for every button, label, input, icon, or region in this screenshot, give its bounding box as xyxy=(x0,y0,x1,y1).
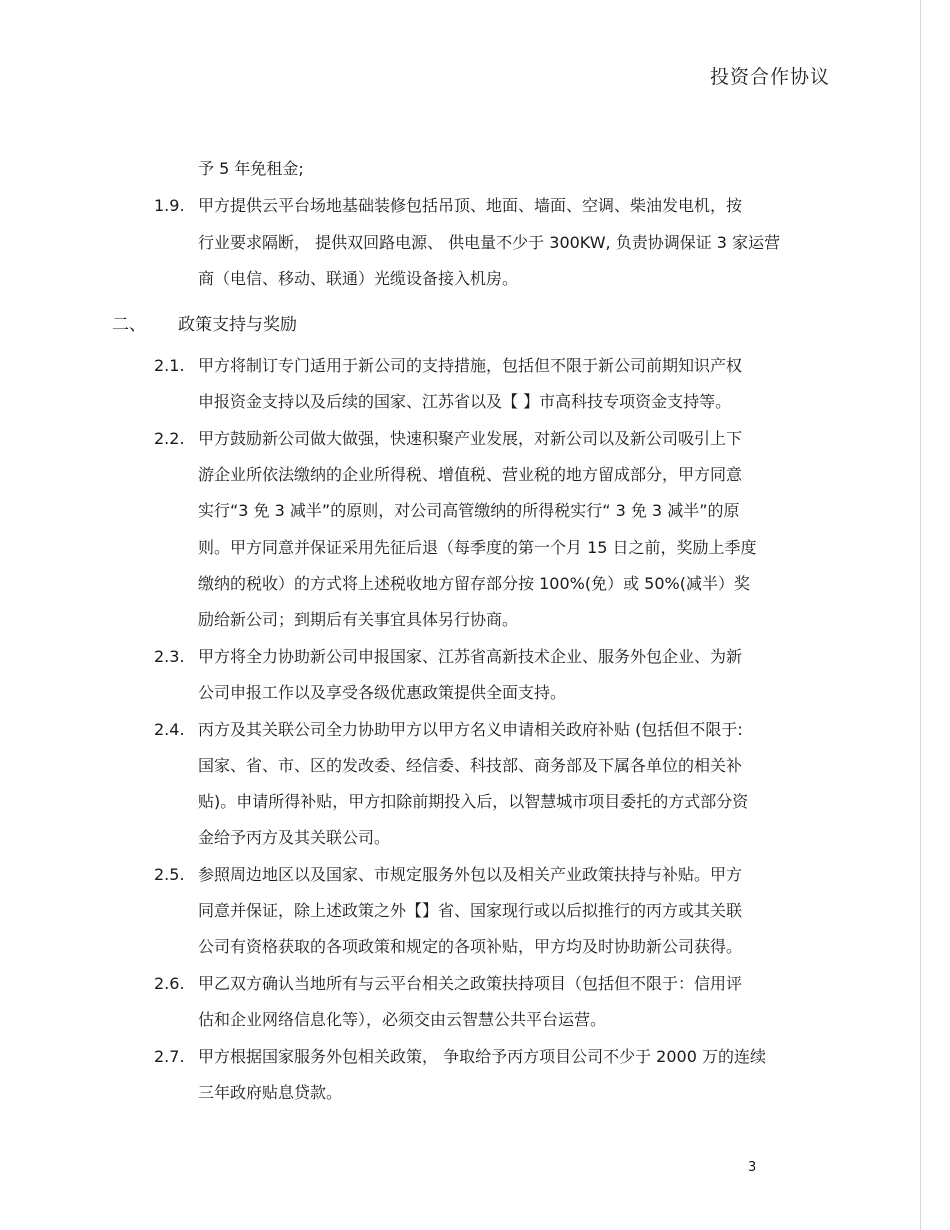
clause-2-4-line: 金给予丙方及其关联公司。 xyxy=(198,828,391,847)
clause-number-2-6: 2.6. xyxy=(154,974,185,993)
clause-2-6-line: 甲乙双方确认当地所有与云平台相关之政策扶持项目（包括但不限于：信用评 xyxy=(198,974,743,993)
clause-number-2-4: 2.4. xyxy=(154,720,185,739)
header-title: 投资合作协议 xyxy=(709,66,830,88)
clause-1-9-line: 甲方提供云平台场地基础装修包括吊顶、地面、墙面、空调、柴油发电机，按 xyxy=(198,196,743,215)
clause-2-2-line: 励给新公司；到期后有关事宜具体另行协商。 xyxy=(198,610,519,629)
clause-1-9-line: 商（电信、移动、联通）光缆设备接入机房。 xyxy=(198,269,519,288)
clause-2-5-line: 公司有资格获取的各项政策和规定的各项补贴，甲方均及时协助新公司获得。 xyxy=(198,937,743,956)
section-heading: 政策支持与奖励 xyxy=(178,315,297,335)
clause-2-2-line: 则。甲方同意并保证采用先征后退（每季度的第一个月 15 日之前，奖励上季度 xyxy=(198,538,757,557)
clause-2-4-line: 贴)。申请所得补贴，甲方扣除前期投入后，以智慧城市项目委托的方式部分资 xyxy=(198,792,749,811)
page-edge-divider xyxy=(920,0,921,1230)
page-number: 3 xyxy=(748,1160,757,1175)
clause-2-7-line: 三年政府贴息贷款。 xyxy=(198,1083,343,1102)
clause-2-2-line: 缴纳的税收）的方式将上述税收地方留存部分按 100%(免）或 50%(减半）奖 xyxy=(198,574,750,593)
clause-2-1-line: 甲方将制订专门适用于新公司的支持措施，包括但不限于新公司前期知识产权 xyxy=(198,356,743,375)
clause-2-2-line: 游企业所依法缴纳的企业所得税、增值税、营业税的地方留成部分，甲方同意 xyxy=(198,465,743,484)
clause-2-7-line: 甲方根据国家服务外包相关政策， 争取给予丙方项目公司不少于 2000 万的连续 xyxy=(198,1047,766,1066)
clause-2-4-line: 国家、省、市、区的发改委、经信委、科技部、商务部及下属各单位的相关补 xyxy=(198,756,743,775)
section-marker: 二、 xyxy=(112,315,146,335)
clause-1-9-line: 行业要求隔断， 提供双回路电源、 供电量不少于 300KW, 负责协调保证 3 家运营 xyxy=(198,233,781,252)
clause-2-4-line: 丙方及其关联公司全力协助甲方以甲方名义申请相关政府补贴 (包括但不限于: xyxy=(198,720,743,739)
clause-2-3-line: 公司申报工作以及享受各级优惠政策提供全面支持。 xyxy=(198,683,567,702)
clause-number-2-7: 2.7. xyxy=(154,1047,185,1066)
clause-2-1-line: 申报资金支持以及后续的国家、江苏省以及【 】市高科技专项资金支持等。 xyxy=(198,392,732,411)
clause-number-2-3: 2.3. xyxy=(154,647,185,666)
continuation-line: 予 5 年免租金; xyxy=(198,159,304,178)
clause-number-2-2: 2.2. xyxy=(154,429,185,448)
clause-number-1-9: 1.9. xyxy=(154,196,185,215)
clause-2-2-line: 甲方鼓励新公司做大做强，快速积聚产业发展，对新公司以及新公司吸引上下 xyxy=(198,429,743,448)
clause-2-2-line: 实行“3 免 3 减半”的原则，对公司高管缴纳的所得税实行“ 3 免 3 减半”的原 xyxy=(198,501,740,520)
clause-2-5-line: 参照周边地区以及国家、市规定服务外包以及相关产业政策扶持与补贴。甲方 xyxy=(198,865,743,884)
clause-2-3-line: 甲方将全力协助新公司申报国家、江苏省高新技术企业、服务外包企业、为新 xyxy=(198,647,743,666)
clause-number-2-5: 2.5. xyxy=(154,865,185,884)
clause-2-6-line: 估和企业网络信息化等），必须交由云智慧公共平台运营。 xyxy=(198,1010,607,1029)
clause-number-2-1: 2.1. xyxy=(154,356,185,375)
clause-2-5-line: 同意并保证，除上述政策之外【】省、国家现行或以后拟推行的丙方或其关联 xyxy=(198,901,743,920)
